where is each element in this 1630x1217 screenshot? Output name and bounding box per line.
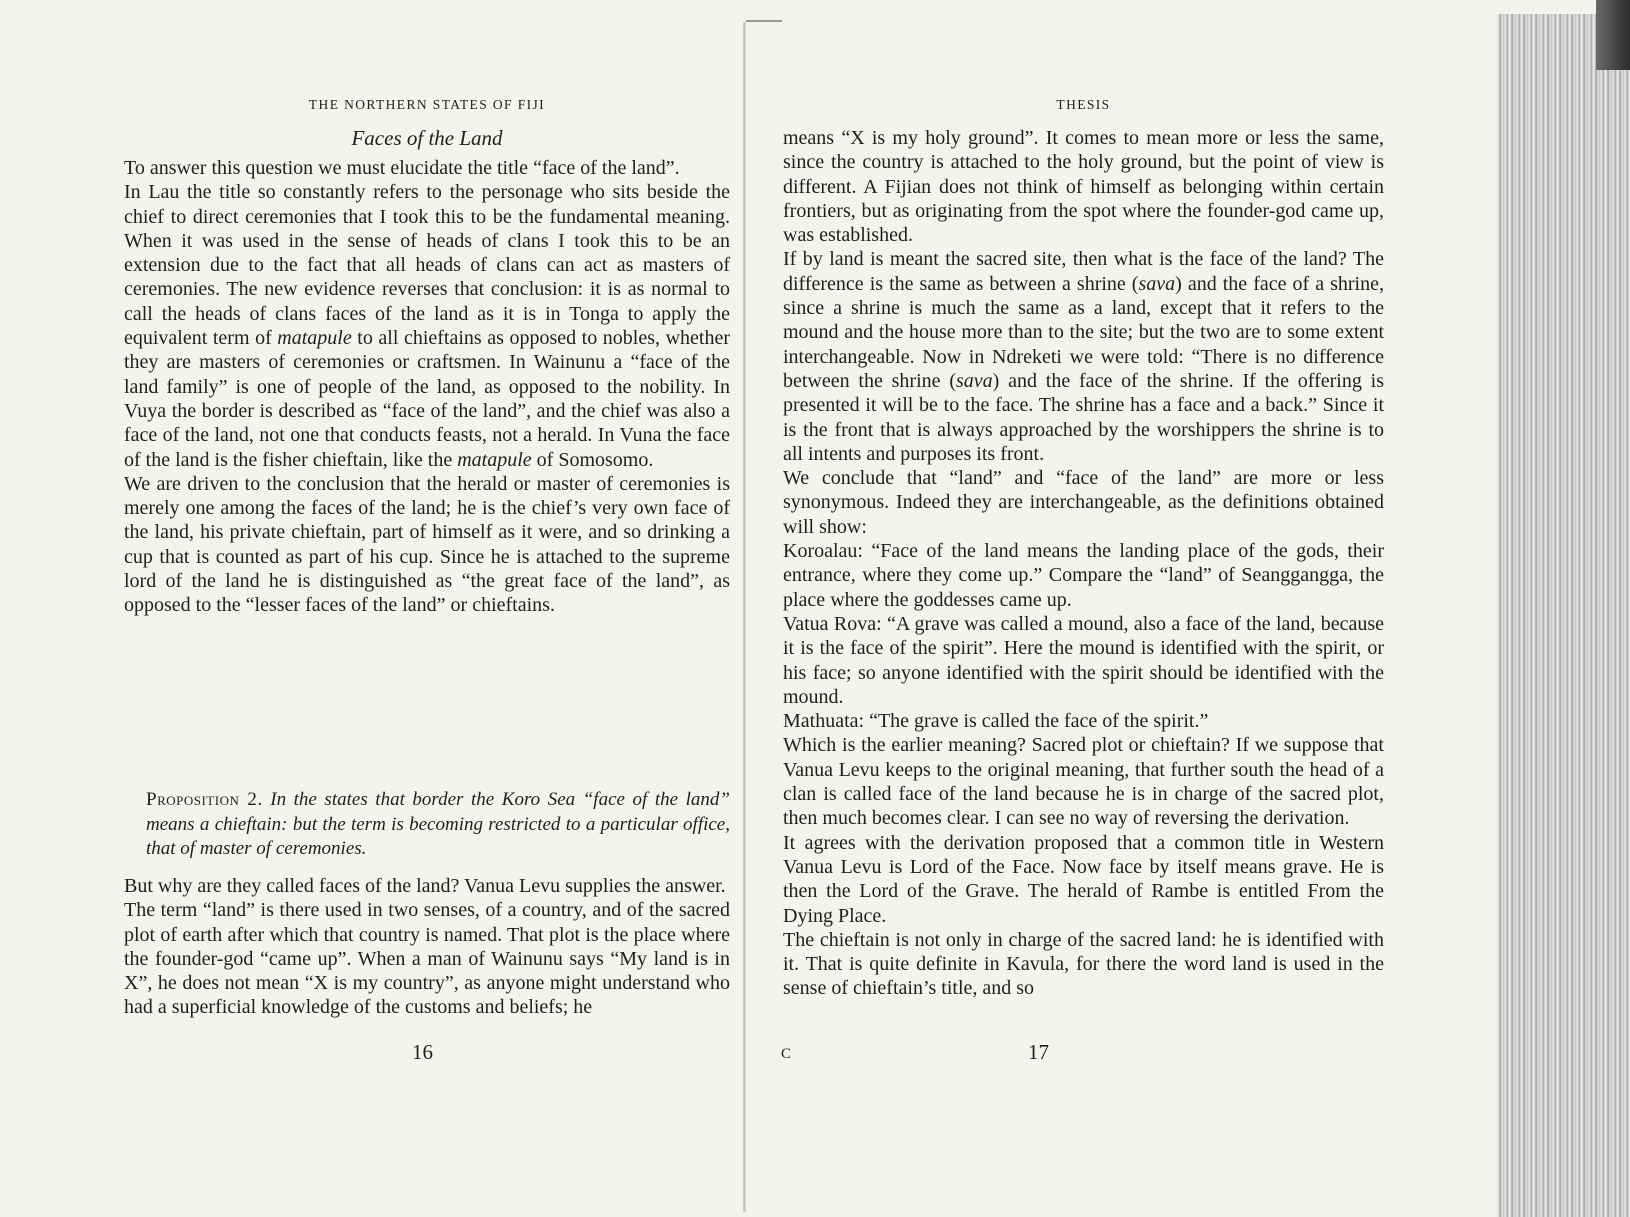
section-title: Faces of the Land — [351, 126, 503, 150]
paragraph — [124, 180, 730, 472]
page-edges — [1497, 14, 1630, 1217]
book-gutter — [743, 22, 746, 1212]
text-run: of Somosomo. — [531, 448, 654, 471]
paragraph: Mathuata: “The grave is called the face of the spirit.” — [783, 710, 1209, 733]
page-number: 16 — [412, 1040, 433, 1064]
proposition-label: Proposition 2. — [146, 789, 263, 810]
paragraph: We conclude that “land” and “face of the land” are more or less synonymous. Indeed they are interchangeable, as the definitions obtained will show: — [783, 467, 1384, 538]
italic-term: sava — [1138, 272, 1176, 295]
paragraph: The chieftain is not only in charge of the sacred land: he is identified with it. That is quite definite in Kavula, for there the word land is used in the sense of chieftain’s title, and so — [783, 928, 1384, 1000]
paragraph: Koroalau: “Face of the land means the landing place of the gods, their entrance, where they come up.” Compare the “land” of Seanggangga, the place where the goddesses came up. — [783, 540, 1384, 611]
paragraph: Which is the earlier meaning? Sacred plot or chieftain? If we suppose that Vanua Levu keeps to the original meaning, that further south the head of a clan is called face of the land because he is in charge of the sacred plot, then much becomes clear. I can see no way of reversing the derivation. — [783, 734, 1384, 830]
italic-term: matapule — [277, 327, 352, 350]
paragraph: To answer this question we must elucidate the title “face of the land”. — [124, 157, 680, 179]
paragraph: It agrees with the derivation proposed that a common title in Western Vanua Levu is Lord of the Face. Now face by itself means grave. He is then the Lord of the Grave. The herald of Rambe is entitled From the Dying Place. — [783, 831, 1384, 927]
running-head: THE NORTHERN STATES OF FIJI — [308, 97, 546, 112]
paragraph: We are driven to the conclusion that the herald or master of ceremonies is merely one among the faces of the land; he is the chief’s very own face of the land, his private chieftain, part of himself as it were, and so drinking a cup that is counted as part of his cup. Since he is attached to the supreme lord of the land he is distinguished as “the great face of the land”, as opposed to the “lesser faces of the land” or chieftains. — [124, 472, 730, 617]
text-run: to all chieftains as opposed to nobles, whether they are masters of ceremonies or craftsmen. In Wainunu a “face of the land family” is one of people of the land, as opposed to the nobility. In Vuya the border is described as “face of the land”, and the chief was also a face of the land, not one that conducts feasts, not a herald. In Vuna the face of the land is the fisher chieftain, like the — [124, 327, 730, 471]
text-run: If by land is meant the sacred site, then what is the face of the land? The difference is the same as between a shrine ( — [783, 248, 1384, 295]
paragraph: Vatua Rova: “A grave was called a mound, also a face of the land, because it is the face of the spirit”. Here the mound is identified with the spirit, or his face; so anyone identified with the spirit should be identified with the mound. — [783, 612, 1384, 708]
paragraph: The term “land” is there used in two senses, of a country, and of the sacred plot of earth after which that country is named. That plot is the place where the founder-god “came up”. When a man of Wainunu says “My land is in X”, he does not mean “X is my country”, as anyone might understand who had a superficial knowledge of the customs and beliefs; he — [124, 899, 730, 1019]
proposition — [146, 788, 730, 862]
text-run: ) and the face of a shrine, since a shrine is much the same as a land, except that it refers to the mound and the house more than to the site; but the two are to some extent interchangeable. Now in Ndreketi we were told: “There is no difference between the shrine ( — [783, 272, 1384, 392]
body-text — [124, 156, 730, 618]
text-run: ) and the face of the shrine. If the offering is presented it will be to the face. The shrine has a face and a back.” Since it is the front that is always approached by the worshippers the shrine is to all intents and purposes its front. — [783, 369, 1384, 465]
page-edge-shadow — [1596, 0, 1630, 70]
body-text — [124, 874, 730, 1020]
body-text — [783, 126, 1384, 1001]
paragraph — [783, 247, 1384, 466]
text-run: In Lau the title so constantly refers to the personage who sits beside the chief to direct ceremonies that I took this to be the fundamental meaning. When it was used in the sense of heads of clans I took this to be an extension due to the fact that all heads of clans can act as masters of ceremonies. The new evidence reverses that conclusion: it is as normal to call the heads of clans faces of the land as it is in Tonga to apply the equivalent term of — [124, 181, 730, 350]
paragraph: means “X is my holy ground”. It comes to mean more or less the same, since the country is attached to the holy ground, but the point of view is different. A Fijian does not think of himself as belonging within certain frontiers, but as originating from the spot where the founder-god came up, was established. — [783, 127, 1384, 247]
signature-mark: C — [781, 1046, 793, 1062]
italic-term: sava — [956, 369, 993, 392]
proposition-text: In the states that border the Koro Sea “face of the land” means a chieftain: but the term is becoming restricted to a particular office, that of master of ceremonies. — [146, 789, 730, 859]
italic-term: matapule — [457, 448, 532, 471]
running-head: THESIS — [1056, 97, 1111, 112]
page-number: 17 — [1028, 1040, 1049, 1064]
paragraph: But why are they called faces of the land? Vanua Levu supplies the answer. — [124, 875, 726, 897]
gutter-mark — [746, 20, 782, 22]
